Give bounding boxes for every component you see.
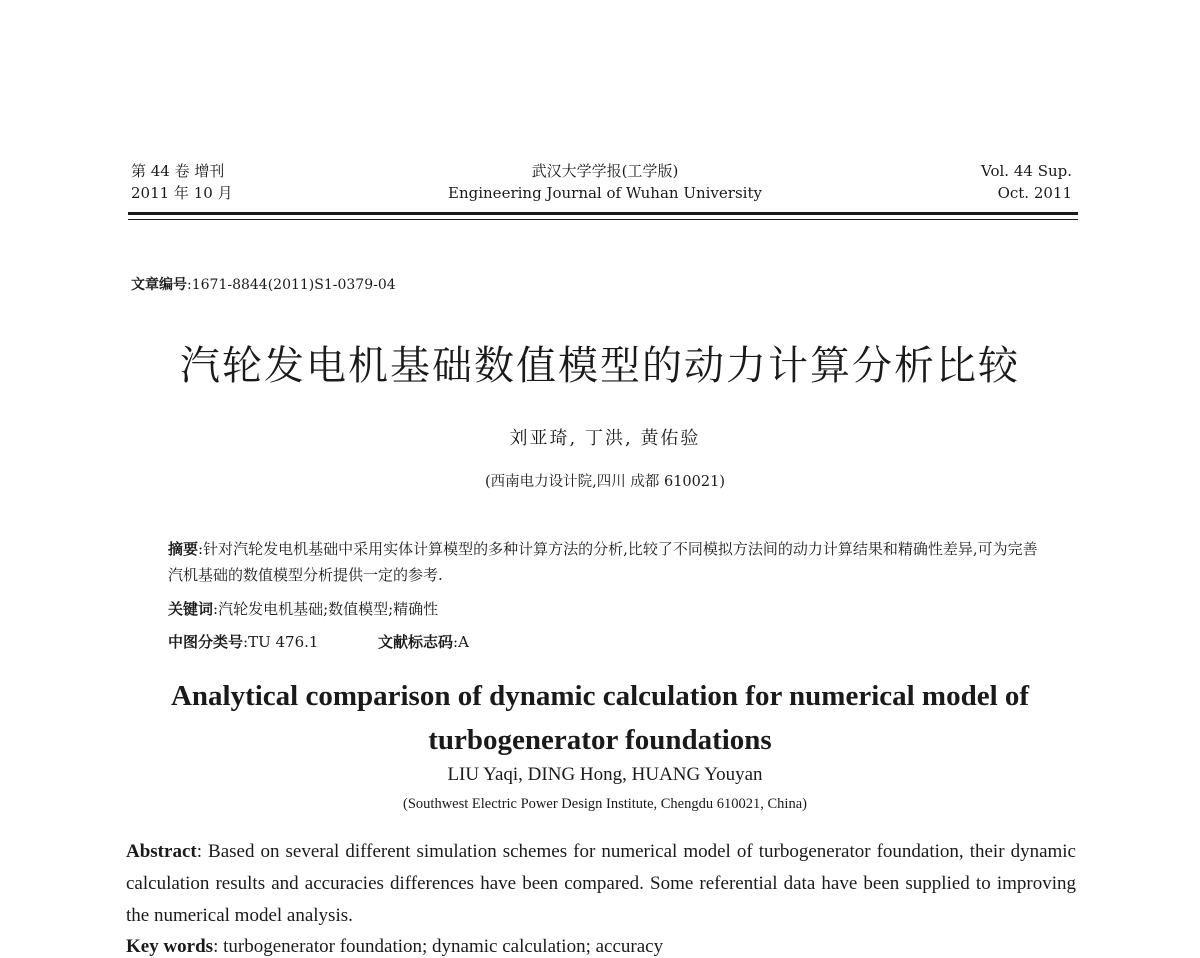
- keywords-cn-text: :汽轮发电机基础;数值模型;精确性: [213, 600, 439, 618]
- date-en: Oct. 2011: [997, 184, 1072, 202]
- header-rule-thick: [128, 212, 1078, 215]
- volume-issue-cn: [131, 160, 233, 204]
- doc-code-label: 文献标志码: [378, 633, 454, 651]
- abstract-cn-text: :针对汽轮发电机基础中采用实体计算模型的多种计算方法的分析,比较了不同模拟方法间的动力计算结果和精确性差异,可为完善汽机基础的数值模型分析提供一定的参考.: [168, 540, 1038, 584]
- journal-name: [300, 160, 910, 204]
- volume-en: Vol. 44 Sup.: [981, 162, 1072, 180]
- date-cn: 2011 年 10 月: [131, 184, 233, 202]
- journal-en: Engineering Journal of Wuhan University: [448, 184, 762, 202]
- volume-cn: 第 44 卷 增刊: [131, 162, 225, 180]
- clc-label: 中图分类号: [168, 633, 244, 651]
- keywords-cn-label: 关键词: [168, 600, 214, 618]
- keywords-en-label: Key words: [126, 936, 214, 957]
- journal-cn: 武汉大学学报(工学版): [531, 162, 679, 180]
- abstract-cn-label: 摘要: [168, 540, 199, 558]
- article-number-value: :1671-8844(2011)S1-0379-04: [187, 277, 396, 293]
- clc-value: :TU 476.1: [243, 633, 319, 651]
- keywords-en: [126, 936, 663, 958]
- authors-cn: 刘亚琦, 丁洪, 黄佑验: [509, 428, 701, 449]
- abstract-en-text: : Based on several different simulation schemes for numerical model of turbogenerator foundation, their dynamic calculation results and accuracies differences have been compared. Some referential data have been supplied to improving the numerical model analysis.: [126, 841, 1076, 926]
- authors-en: LIU Yaqi, DING Hong, HUANG Youyan: [447, 764, 763, 785]
- keywords-en-text: : turbogenerator foundation; dynamic calculation; accuracy: [213, 936, 664, 957]
- header-rule-thin: [128, 219, 1078, 220]
- classification: [168, 631, 469, 652]
- article-number-label: 文章编号: [131, 277, 187, 293]
- title-en: Analytical comparison of dynamic calculation for numerical model of turbogenerator foundations: [170, 680, 1030, 756]
- article-number: [131, 274, 396, 294]
- keywords-cn: [168, 598, 438, 619]
- abstract-cn: [168, 536, 1048, 588]
- affiliation-cn: (西南电力设计院,四川 成都 610021): [485, 474, 725, 490]
- affiliation-en: (Southwest Electric Power Design Institute, Chengdu 610021, China): [403, 796, 807, 812]
- abstract-en-label: Abstract: [126, 841, 197, 862]
- doc-code-value: :A: [453, 633, 469, 651]
- volume-issue-en: [981, 160, 1072, 204]
- abstract-en: [126, 836, 1076, 932]
- title-cn: 汽轮发电机基础数值模型的动力计算分析比较: [180, 343, 1020, 389]
